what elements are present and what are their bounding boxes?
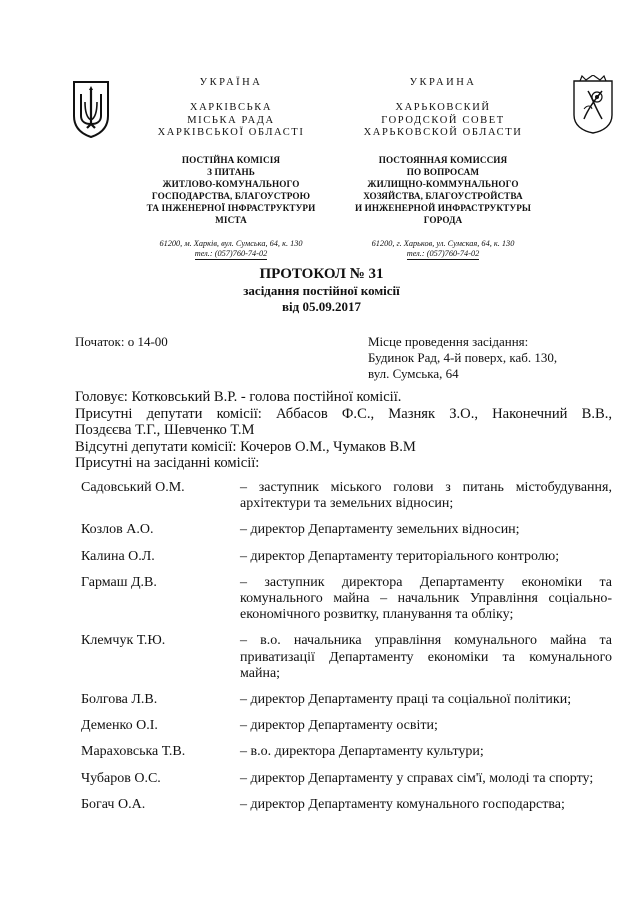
attendee-role: – в.о. директора Департаменту культури; [240, 744, 484, 760]
country-name: УКРАИНА [409, 77, 477, 88]
address: 61200, г. Харьков, ул. Сумская, 64, к. 130 тел.: (057)760-74-02 [371, 238, 515, 258]
table-row [75, 480, 612, 522]
phone: тел.: (057)760-74-02 [194, 248, 268, 258]
letterhead-ukrainian [128, 77, 334, 260]
attending-label: Присутні на засіданні комісії: [75, 455, 260, 471]
table-row [75, 633, 612, 692]
protocol-body [75, 389, 612, 472]
attendee-role: – директор Департаменту земельних відносин; [240, 522, 520, 538]
attendee-name: Деменко О.І. [81, 718, 158, 734]
attendee-role: – директор Департаменту комунального господарства; [240, 796, 565, 812]
attendee-name: Клемчук Т.Ю. [81, 633, 166, 649]
attendee-role: – заступник директора Департаменту економіки та комунального майна – начальник Управління соціально-економічного розвитку, планування та обліку; [240, 574, 612, 623]
attendee-role: – заступник міського голови з питань містобудування, архітектури та земельних відносин; [240, 480, 612, 512]
table-row [75, 744, 612, 770]
phone: тел.: (057)760-74-02 [406, 248, 480, 258]
attendee-name: Гармаш Д.В. [81, 574, 157, 590]
protocol-date: від 05.09.2017 [282, 299, 361, 314]
attendee-name: Болгова Л.В. [81, 692, 158, 708]
table-row [75, 575, 612, 634]
protocol-number: ПРОТОКОЛ № 31 [259, 266, 384, 282]
table-row [75, 692, 612, 718]
kharkiv-city-emblem-icon [568, 75, 618, 135]
attendees-table [75, 480, 612, 823]
ukraine-coat-of-arms-icon [72, 80, 110, 138]
attendee-role: – в.о. начальника управління комунального майна та приватизації Департаменту економіки та комунального майна; [240, 633, 612, 681]
protocol-title [0, 265, 643, 315]
start-time: Початок: о 14-00 [75, 334, 168, 349]
attendee-name: Чубаров О.С. [81, 770, 161, 786]
venue: Місце проведення засідання: Будинок Рад, 4-й поверх, каб. 130, вул. Сумська, 64 [368, 334, 558, 381]
council-name: ХАРЬКОВСКИЙ ГОРОДСКОЙ СОВЕТ ХАРЬКОВСКОЙ ОБЛАСТИ [363, 102, 523, 138]
chair-line: Головує: Котковський В.Р. - голова постійної комісії. [75, 389, 402, 405]
attendee-role: – директор Департаменту праці та соціальної політики; [240, 692, 572, 708]
table-row [75, 797, 612, 823]
attendee-role: – директор Департаменту територіального контролю; [240, 548, 560, 564]
attendee-name: Богач О.А. [81, 796, 146, 812]
absent-deputies-line: Відсутні депутати комісії: Кочеров О.М., Чумаков В.М [75, 438, 416, 455]
table-row [75, 549, 612, 575]
table-row [75, 522, 612, 548]
attendee-name: Мараховська Т.В. [81, 744, 186, 760]
commission-name: ПОСТІЙНА КОМІСІЯ З ПИТАНЬ ЖИТЛОВО-КОМУНАЛЬНОГО ГОСПОДАРСТВА, БЛАГОУСТРОЮ ТА ІНЖЕНЕРНОЇ ІНФРАСТРУКТУРИ МІСТА [146, 154, 316, 225]
country-name: УКРАЇНА [199, 77, 263, 88]
protocol-subtitle: засідання постійної комісії [243, 283, 400, 298]
council-name: ХАРКІВСЬКА МІСЬКА РАДА ХАРКІВСЬКОЇ ОБЛАСТІ [157, 102, 305, 138]
address: 61200, м. Харків, вул. Сумська, 64, к. 130 тел.: (057)760-74-02 [159, 238, 303, 258]
attendee-name: Козлов А.О. [81, 522, 154, 538]
attendee-name: Садовський О.М. [81, 480, 185, 495]
present-deputies-line: Присутні депутати комісії: Аббасов Ф.С., Мазняк З.О., Наконечний В.В., [75, 405, 612, 422]
attendee-role: – директор Департаменту у справах сім'ї, молоді та спорту; [240, 770, 594, 786]
attendee-role: – директор Департаменту освіти; [240, 718, 438, 734]
table-row [75, 771, 612, 797]
present-deputies-line-cont: Поздєєва Т.Г., Шевченко Т.М [75, 422, 255, 438]
table-row [75, 718, 612, 744]
commission-name: ПОСТОЯННАЯ КОМИССИЯ ПО ВОПРОСАМ ЖИЛИЩНО-КОММУНАЛЬНОГО ХОЗЯЙСТВА, БЛАГОУСТРОЙСТВА И ИНЖЕНЕРНОЙ ИНФРАСТРУКТУРЫ ГОРОДА [354, 154, 532, 225]
letterhead-russian [340, 77, 546, 260]
attendee-name: Калина О.Л. [81, 548, 155, 564]
